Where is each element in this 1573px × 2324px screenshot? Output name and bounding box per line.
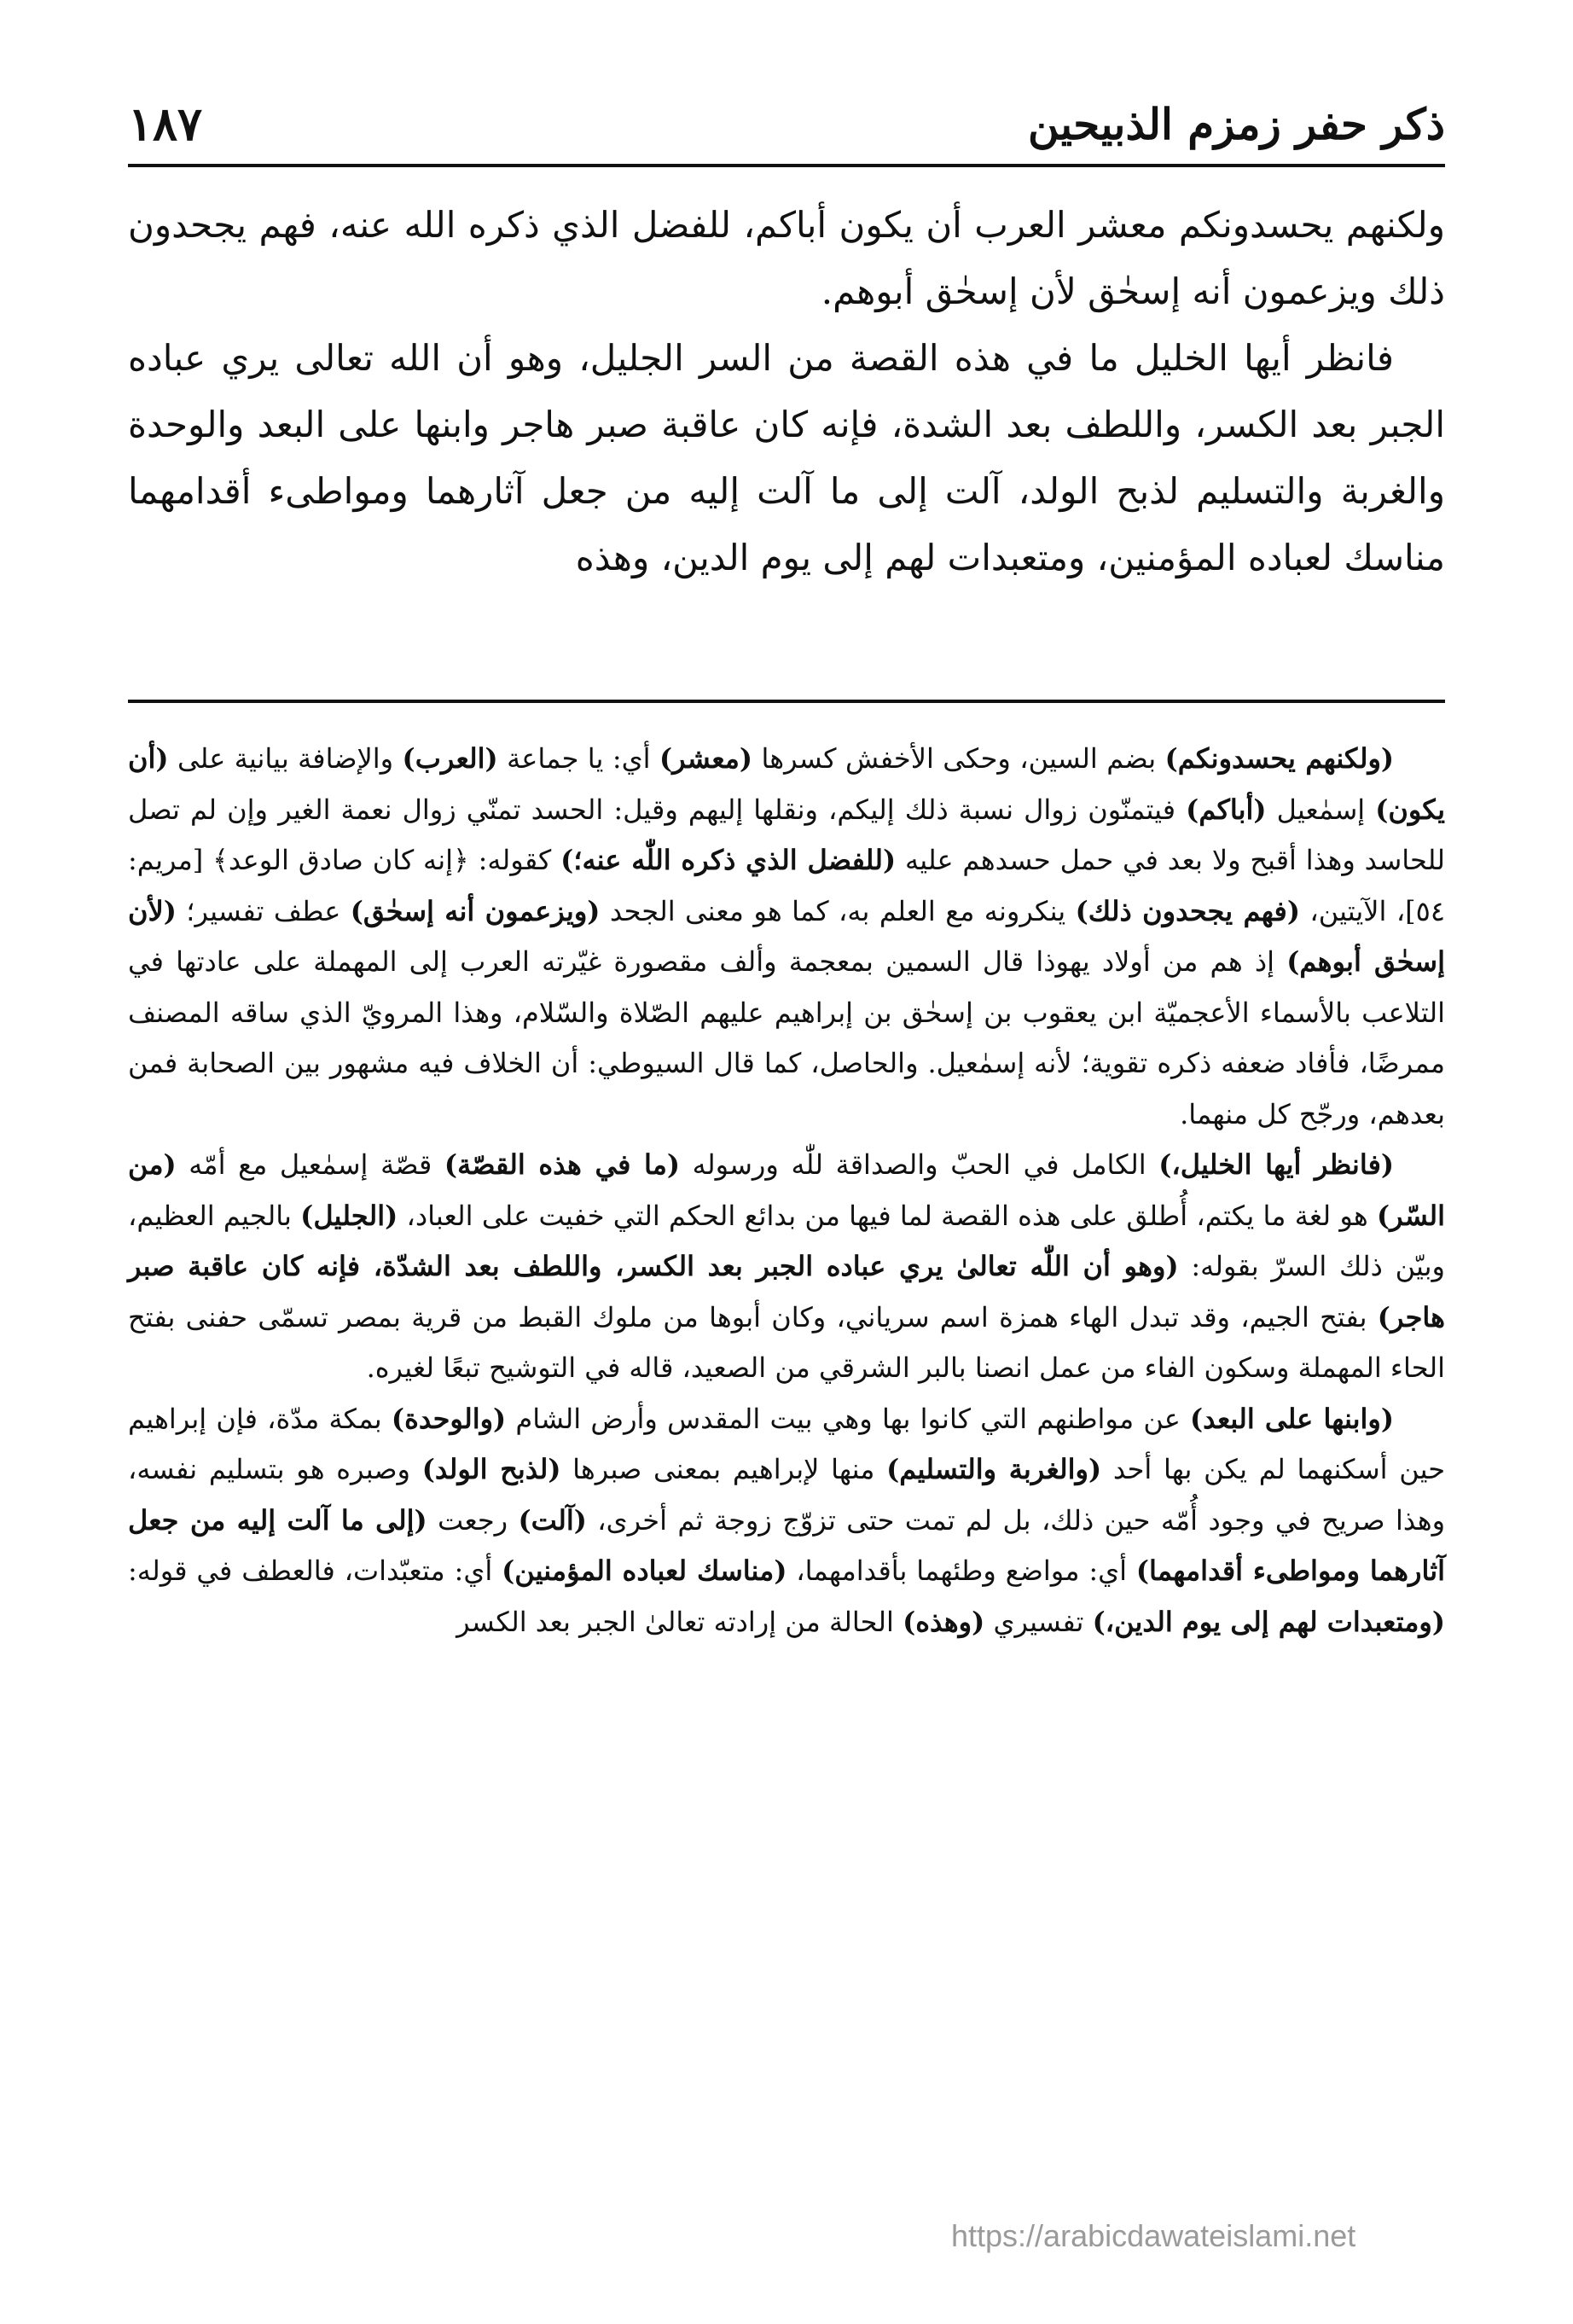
quoted-phrase: (لذبح الولد) bbox=[421, 1453, 561, 1485]
quoted-phrase: (الجليل) bbox=[300, 1199, 398, 1232]
quoted-phrase: (والغربة والتسليم) bbox=[886, 1453, 1102, 1485]
commentary-paragraph bbox=[128, 1394, 1445, 1648]
commentary-paragraph bbox=[128, 1140, 1445, 1394]
commentary-text: أي: مواضع وطئهما بأقدامهما، bbox=[786, 1554, 1136, 1587]
main-text-paragraph: فانظر أيها الخليل ما في هذه القصة من السر الجليل، وهو أن الله تعالى يري عباده الجبر بعد الكسر، واللطف بعد الشدة، فإنه كان عاقبة صبر هاجر وابنها على البعد والوحدة والغربة والتسليم لذبح الولد، آلت إلى ما آلت إليه من جعل آثارهما ومواطىء أقدامهما مناسك لعباده المؤمنين، ومتعبدات لهم إلى يوم الدين، وهذه bbox=[128, 337, 1445, 578]
quoted-phrase: (معشر) bbox=[659, 742, 753, 775]
commentary bbox=[128, 734, 1445, 1647]
quoted-phrase: (من السّر) bbox=[128, 1148, 1445, 1232]
quoted-phrase: (إلى ما آلت إليه من جعل آثارهما ومواطىء أقدامهما) bbox=[128, 1503, 1446, 1587]
quoted-phrase: (وهذه) bbox=[903, 1605, 985, 1638]
commentary-text: أي: يا جماعة bbox=[497, 742, 659, 775]
commentary-text: عطف تفسير؛ bbox=[176, 894, 351, 927]
quoted-phrase: (أباكم) bbox=[1186, 793, 1267, 826]
quoted-phrase: (لأن إسحٰق أبوهم) bbox=[128, 894, 1446, 978]
commentary-text: بفتح الجيم، وقد تبدل الهاء همزة اسم سرياني، وكان أبوها من ملوك القبط من قرية بمصر تسمّى حفنى بفتح الحاء المهملة وسكون الفاء من عمل انصنا بالبر الشرقي من الصعيد، قاله في التوشيح تبعًا لغيره. bbox=[128, 1300, 1445, 1384]
quoted-phrase: (ما في هذه القصّة) bbox=[444, 1148, 681, 1181]
quoted-phrase: (ويزعمون أنه إسحٰق) bbox=[350, 894, 601, 927]
quoted-phrase: (والوحدة) bbox=[391, 1402, 507, 1435]
watermark-url: https://arabicdawateislami.net bbox=[951, 2218, 1356, 2253]
commentary-text: إسمٰعيل bbox=[1266, 793, 1376, 826]
commentary-text: والإضافة بيانية على bbox=[168, 742, 403, 775]
running-title: ذكر حفر زمزم الذبيحين bbox=[1028, 98, 1445, 149]
commentary-text: هو لغة ما يكتم، أُطلق على هذه القصة لما فيها من بدائع الحكم التي خفيت على العباد، bbox=[398, 1199, 1378, 1232]
quoted-phrase: (أن يكون) bbox=[128, 742, 1445, 826]
commentary-paragraph bbox=[128, 734, 1445, 1140]
commentary-text: قصّة إسمٰعيل مع أمّه bbox=[176, 1148, 444, 1181]
quoted-phrase: (فانظر أيها الخليل،) bbox=[1158, 1148, 1395, 1181]
commentary-text: وصبره هو بتسليم نفسه، وهذا صريح في وجود أُمّه حين ذلك، بل لم تمت حتى تزوّج زوجة ثم أخرى، bbox=[128, 1453, 1446, 1537]
commentary-text: رجعت bbox=[427, 1503, 519, 1537]
quoted-phrase: (مناسك لعباده المؤمنين) bbox=[502, 1554, 787, 1587]
page-header bbox=[128, 94, 1445, 154]
header-rule bbox=[128, 164, 1445, 167]
commentary-text: عن مواطنهم التي كانوا بها وهي بيت المقدس وأرض الشام bbox=[506, 1402, 1191, 1435]
commentary-text: الحالة من إرادته تعالىٰ الجبر بعد الكسر bbox=[456, 1605, 903, 1638]
section-divider bbox=[128, 700, 1445, 703]
quoted-phrase: (العرب) bbox=[402, 742, 498, 775]
quoted-phrase: (للفضل الذي ذكره اللّٰه عنه؛) bbox=[560, 844, 897, 876]
commentary-text: بمكة مدّة، فإن إبراهيم حين أسكنهما لم يكن بها أحد bbox=[128, 1402, 1446, 1485]
page-number: ١٨٧ bbox=[128, 96, 203, 151]
quoted-phrase: (آلت) bbox=[518, 1503, 587, 1537]
commentary-text: بضم السين، وحكى الأخفش كسرها bbox=[752, 742, 1165, 775]
quoted-phrase: (وابنها على البعد) bbox=[1190, 1402, 1395, 1435]
commentary-text: منها لإبراهيم بمعنى صبرها bbox=[560, 1453, 887, 1485]
quoted-phrase: (وهو أن اللّٰه تعالىٰ يري عباده الجبر بعد الكسر، واللطف بعد الشدّة، فإنه كان عاقبة صبر هاجر) bbox=[128, 1250, 1445, 1333]
quoted-phrase: (ومتعبدات لهم إلى يوم الدين،) bbox=[1092, 1605, 1445, 1638]
main-text bbox=[128, 192, 1445, 591]
commentary-text: فيتمنّون زوال نسبة ذلك إليكم، ونقلها إليهم وقيل: الحسد تمنّي زوال نعمة الغير وإن لم تصل للحاسد وهذا أقبح ولا بعد في حمل حسدهم عليه bbox=[128, 793, 1446, 876]
commentary-text: كقوله: ﴿إنه كان صادق الوعد﴾ [مريم: ٥٤]، الآيتين، bbox=[128, 844, 1446, 927]
commentary-text: تفسيري bbox=[984, 1605, 1093, 1638]
commentary-text: ينكرونه مع العلم به، كما هو معنى الجحد bbox=[600, 894, 1076, 927]
commentary-text: بالجيم العظيم، وبيّن ذلك السرّ بقوله: bbox=[128, 1199, 1446, 1282]
quoted-phrase: (ولكنهم يحسدونكم) bbox=[1164, 742, 1395, 775]
quoted-phrase: (فهم يجحدون ذلك) bbox=[1075, 894, 1300, 927]
main-text-paragraph: ولكنهم يحسدونكم معشر العرب أن يكون أباكم، للفضل الذي ذكره الله عنه، فهم يجحدون ذلك ويزعمون أنه إسحٰق لأن إسحٰق أبوهم. bbox=[128, 204, 1445, 312]
commentary-text: أي: متعبّدات، فالعطف في قوله: bbox=[128, 1554, 502, 1587]
commentary-text: إذ هم من أولاد يهوذا قال السمين بمعجمة وألف مقصورة غيّرته العرب إلى المهملة على عادتها في التلاعب بالأسماء الأعجميّة ابن يعقوب بن إسحٰق بن إبراهيم عليهم الصّلاة والسّلام، وهذا المرويّ الذي ساقه المصنف ممرضًا، فأفاد ضعفه ذكره تقوية؛ لأنه إسمٰعيل. والحاصل، كما قال السيوطي: أن الخلاف فيه مشهور بين الصحابة فمن بعدهم، ورجّح كل منهما. bbox=[128, 945, 1446, 1130]
commentary-text: الكامل في الحبّ والصداقة للّٰه ورسوله bbox=[680, 1148, 1159, 1181]
